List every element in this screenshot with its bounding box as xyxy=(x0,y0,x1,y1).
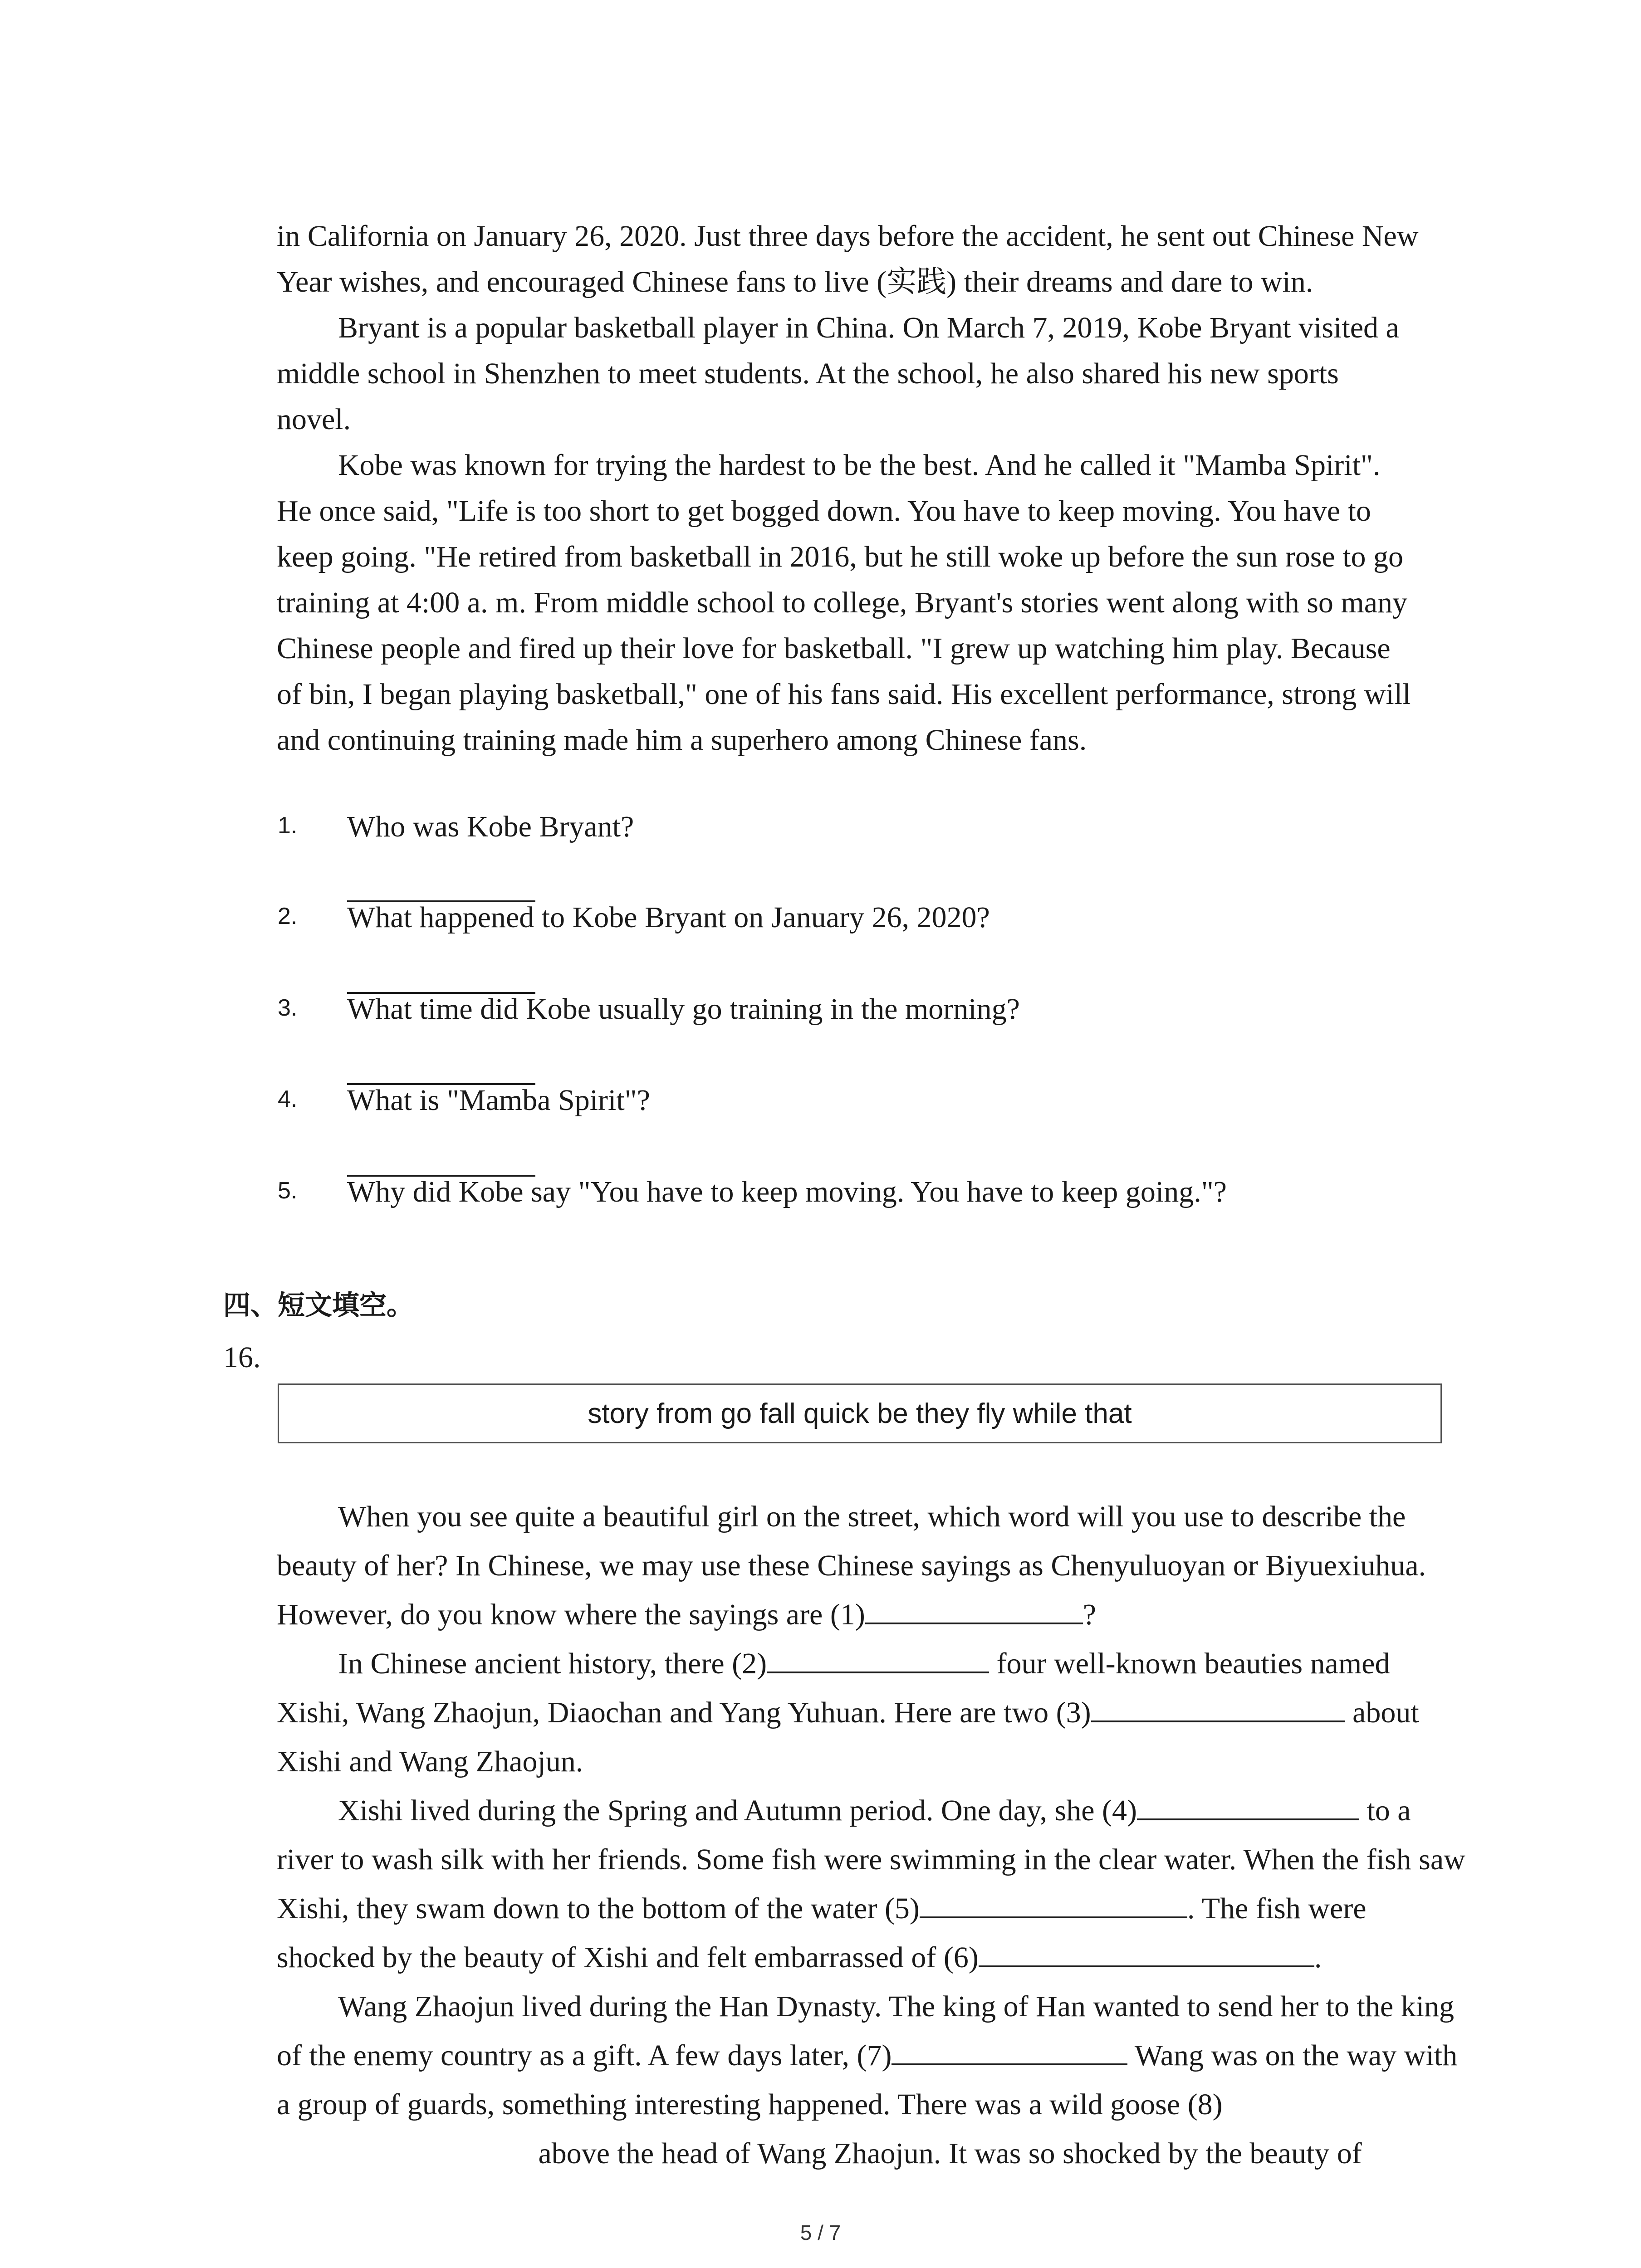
question-number: 5. xyxy=(278,1178,298,1204)
passage-line: He once said, "Life is too short to get bogged down. You have to keep moving. You have to xyxy=(277,494,1371,528)
passage-line: of bin, I began playing basketball," one of his fans said. His excellent performance, strong will xyxy=(277,678,1411,711)
cloze-text: above the head of Wang Zhaojun. It was so shocked by the beauty of xyxy=(531,2137,1362,2170)
page-number: 5 / 7 xyxy=(800,2221,841,2244)
cloze-text: In Chinese ancient history, there (2) xyxy=(338,1647,767,1680)
cloze-text: . The fish were shocked by the beauty of Xishi and felt embarrassed of (6) xyxy=(277,1892,1367,1974)
blank-2[interactable] xyxy=(767,1643,989,1673)
cloze-text: When you see quite a beautiful girl on the street, which word will you use to describe the beauty of her? In Chinese, we may use these Chinese sayings as Chenyuluoyan or Biyuexiuhua. However, do you know where the sayings are (1) xyxy=(277,1500,1426,1631)
passage-line: and continuing training made him a superhero among Chinese fans. xyxy=(277,723,1087,757)
question-text: What is "Mamba Spirit"? xyxy=(347,1084,650,1117)
blank-5[interactable] xyxy=(920,1888,1187,1918)
question-text: Who was Kobe Bryant? xyxy=(347,810,634,843)
question-text: What time did Kobe usually go training in the morning? xyxy=(347,992,1020,1026)
passage-paragraph-2 xyxy=(277,305,1465,442)
question-text: What happened to Kobe Bryant on January 26, 2020? xyxy=(347,901,990,934)
passage-line: keep going. "He retired from basketball in 2016, but he still woke up before the sun rose to go xyxy=(277,540,1404,573)
blank-3[interactable] xyxy=(1091,1692,1345,1722)
cloze-text: ? xyxy=(1083,1598,1097,1631)
passage-line: novel. xyxy=(277,403,351,436)
cloze-paragraph-4 xyxy=(277,1982,1465,2178)
blank-7[interactable] xyxy=(892,2035,1127,2065)
passage-line: Kobe was known for trying the hardest to be the best. And he called it "Mamba Spirit". xyxy=(338,449,1381,482)
cloze-text: four well-known beauties named Xishi, Wang Zhaojun, Diaochan and Yang Yuhuan. Here are two (3) xyxy=(277,1647,1390,1729)
blank-6[interactable] xyxy=(979,1937,1314,1967)
question-number: 2. xyxy=(278,903,298,929)
blank-1[interactable] xyxy=(865,1594,1083,1624)
cloze-text: about Xishi and Wang Zhaojun. xyxy=(277,1696,1419,1778)
cloze-paragraph-2 xyxy=(277,1639,1465,1786)
cloze-text: Wang Zhaojun lived during the Han Dynasty. The king of Han wanted to send her to the king of the enemy country as a gift. A few days later, (7) xyxy=(277,1990,1454,2072)
passage-line: in California on January 26, 2020. Just three days before the accident, he sent out Chinese New xyxy=(277,220,1419,253)
blank-4[interactable] xyxy=(1137,1790,1359,1820)
item-number: 16. xyxy=(223,1341,261,1374)
cloze-text: to a river to wash silk with her friends. Some fish were swimming in the clear water. When the fish saw Xishi, they swam down to the bottom of the water (5) xyxy=(277,1794,1465,1925)
cloze-paragraph-1 xyxy=(277,1492,1465,1639)
passage-line: Year wishes, and encouraged Chinese fans to live (实践) their dreams and dare to win. xyxy=(277,265,1313,298)
cloze-text: . xyxy=(1314,1941,1322,1974)
passage-line: Chinese people and fired up their love for basketball. "I grew up watching him play. Because xyxy=(277,632,1391,665)
cloze-paragraph-3 xyxy=(277,1786,1465,1982)
question-number: 1. xyxy=(278,812,298,839)
passage-paragraph-1 xyxy=(277,213,1465,305)
question-number: 4. xyxy=(278,1086,298,1112)
question-number: 3. xyxy=(278,995,298,1021)
word-bank-text: story from go fall quick be they fly while that xyxy=(588,1398,1132,1429)
section-title: 四、短文填空。 xyxy=(223,1290,414,1321)
passage-paragraph-3 xyxy=(277,442,1465,763)
passage-line: middle school in Shenzhen to meet students. At the school, he also shared his new sports xyxy=(277,357,1339,390)
cloze-text: Xishi lived during the Spring and Autumn period. One day, she (4) xyxy=(338,1794,1137,1827)
question-text: Why did Kobe say "You have to keep moving. You have to keep going."? xyxy=(347,1175,1227,1208)
passage-line: training at 4:00 a. m. From middle school to college, Bryant's stories went along with so many xyxy=(277,586,1408,619)
passage-line: Bryant is a popular basketball player in China. On March 7, 2019, Kobe Bryant visited a xyxy=(338,311,1399,344)
word-bank-box xyxy=(278,1383,1442,1443)
cloze-text: Wang was on the way with a group of guards, something interesting happened. There was a wild goose (8) xyxy=(277,2039,1458,2121)
